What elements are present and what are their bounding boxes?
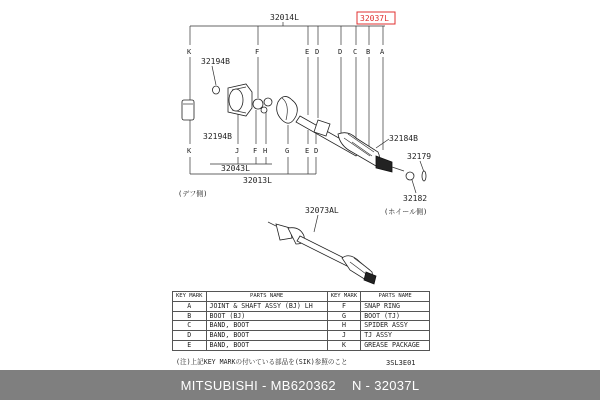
legend-part-name: BAND, BOOT	[206, 321, 327, 331]
key-letter: B	[366, 48, 371, 56]
label-assembly-highlight: 32037L	[360, 14, 389, 23]
label-boot-kit-top: 32194B	[201, 57, 230, 66]
legend-header-name: PARTS NAME	[206, 292, 327, 302]
legend-key: K	[327, 340, 361, 350]
footer-brand: MITSUBISHI	[180, 377, 259, 393]
label-snap-ring-right: 32179	[407, 152, 432, 161]
footer-separator: N -	[351, 377, 371, 393]
label-diff-side: (デフ側)	[178, 190, 208, 198]
label-ref-code: 3SL3E01	[386, 359, 416, 367]
key-letter: D	[315, 48, 320, 56]
key-letter: E	[305, 147, 310, 155]
legend-part-name: SNAP RING	[361, 301, 430, 311]
footer-bar	[0, 370, 600, 400]
footer-ref-number: 32037L	[374, 377, 420, 393]
key-letter: K	[187, 48, 192, 56]
legend-header-key: KEY MARK	[173, 292, 207, 302]
label-boot-kit-bottom: 32194B	[203, 132, 232, 141]
legend-key: G	[327, 311, 361, 321]
legend-part-name: JOINT & SHAFT ASSY (BJ) LH	[206, 301, 327, 311]
label-sub-assembly: 32013L	[243, 176, 272, 185]
key-letter: E	[305, 48, 310, 56]
legend-key: F	[327, 301, 361, 311]
key-letter: C	[353, 48, 358, 56]
label-shaft-assy-2: 32073AL	[305, 206, 339, 215]
footer-separator: -	[262, 377, 267, 393]
legend-header-key: KEY MARK	[327, 292, 361, 302]
legend-part-name: BAND, BOOT	[206, 331, 327, 341]
legend-part-name: BOOT (BJ)	[206, 311, 327, 321]
key-letter: D	[338, 48, 343, 56]
legend-key: H	[327, 321, 361, 331]
key-letter: A	[380, 48, 385, 56]
key-letter: K	[187, 147, 192, 155]
legend-key: E	[173, 340, 207, 350]
legend-key: D	[173, 331, 207, 341]
legend-header-name: PARTS NAME	[361, 292, 430, 302]
key-letter: F	[253, 147, 258, 155]
footer-part-number: MB620362	[270, 377, 336, 393]
key-letter: F	[255, 48, 260, 56]
legend-part-name: BAND, BOOT	[206, 340, 327, 350]
legend-note: (注)上記KEY MARKの付いている部品を(SIK)参照のこと	[176, 358, 348, 366]
legend-key: B	[173, 311, 207, 321]
legend-key: C	[173, 321, 207, 331]
key-letter: G	[285, 147, 290, 155]
key-letter: J	[235, 147, 240, 155]
legend-part-name: GREASE PACKAGE	[361, 340, 430, 350]
label-spider-kit: 32043L	[221, 164, 250, 173]
label-washer: 32182	[403, 194, 428, 203]
legend-part-name: TJ ASSY	[361, 331, 430, 341]
key-letter: H	[263, 147, 268, 155]
key-letter: D	[314, 147, 319, 155]
legend-key: A	[173, 301, 207, 311]
label-wheel-side: (ホイール側)	[384, 208, 428, 216]
legend-key: J	[327, 331, 361, 341]
label-assembly-lh: 32014L	[270, 13, 299, 22]
legend-part-name: BOOT (TJ)	[361, 311, 430, 321]
legend-part-name: SPIDER ASSY	[361, 321, 430, 331]
label-boot-right: 32184B	[389, 134, 418, 143]
